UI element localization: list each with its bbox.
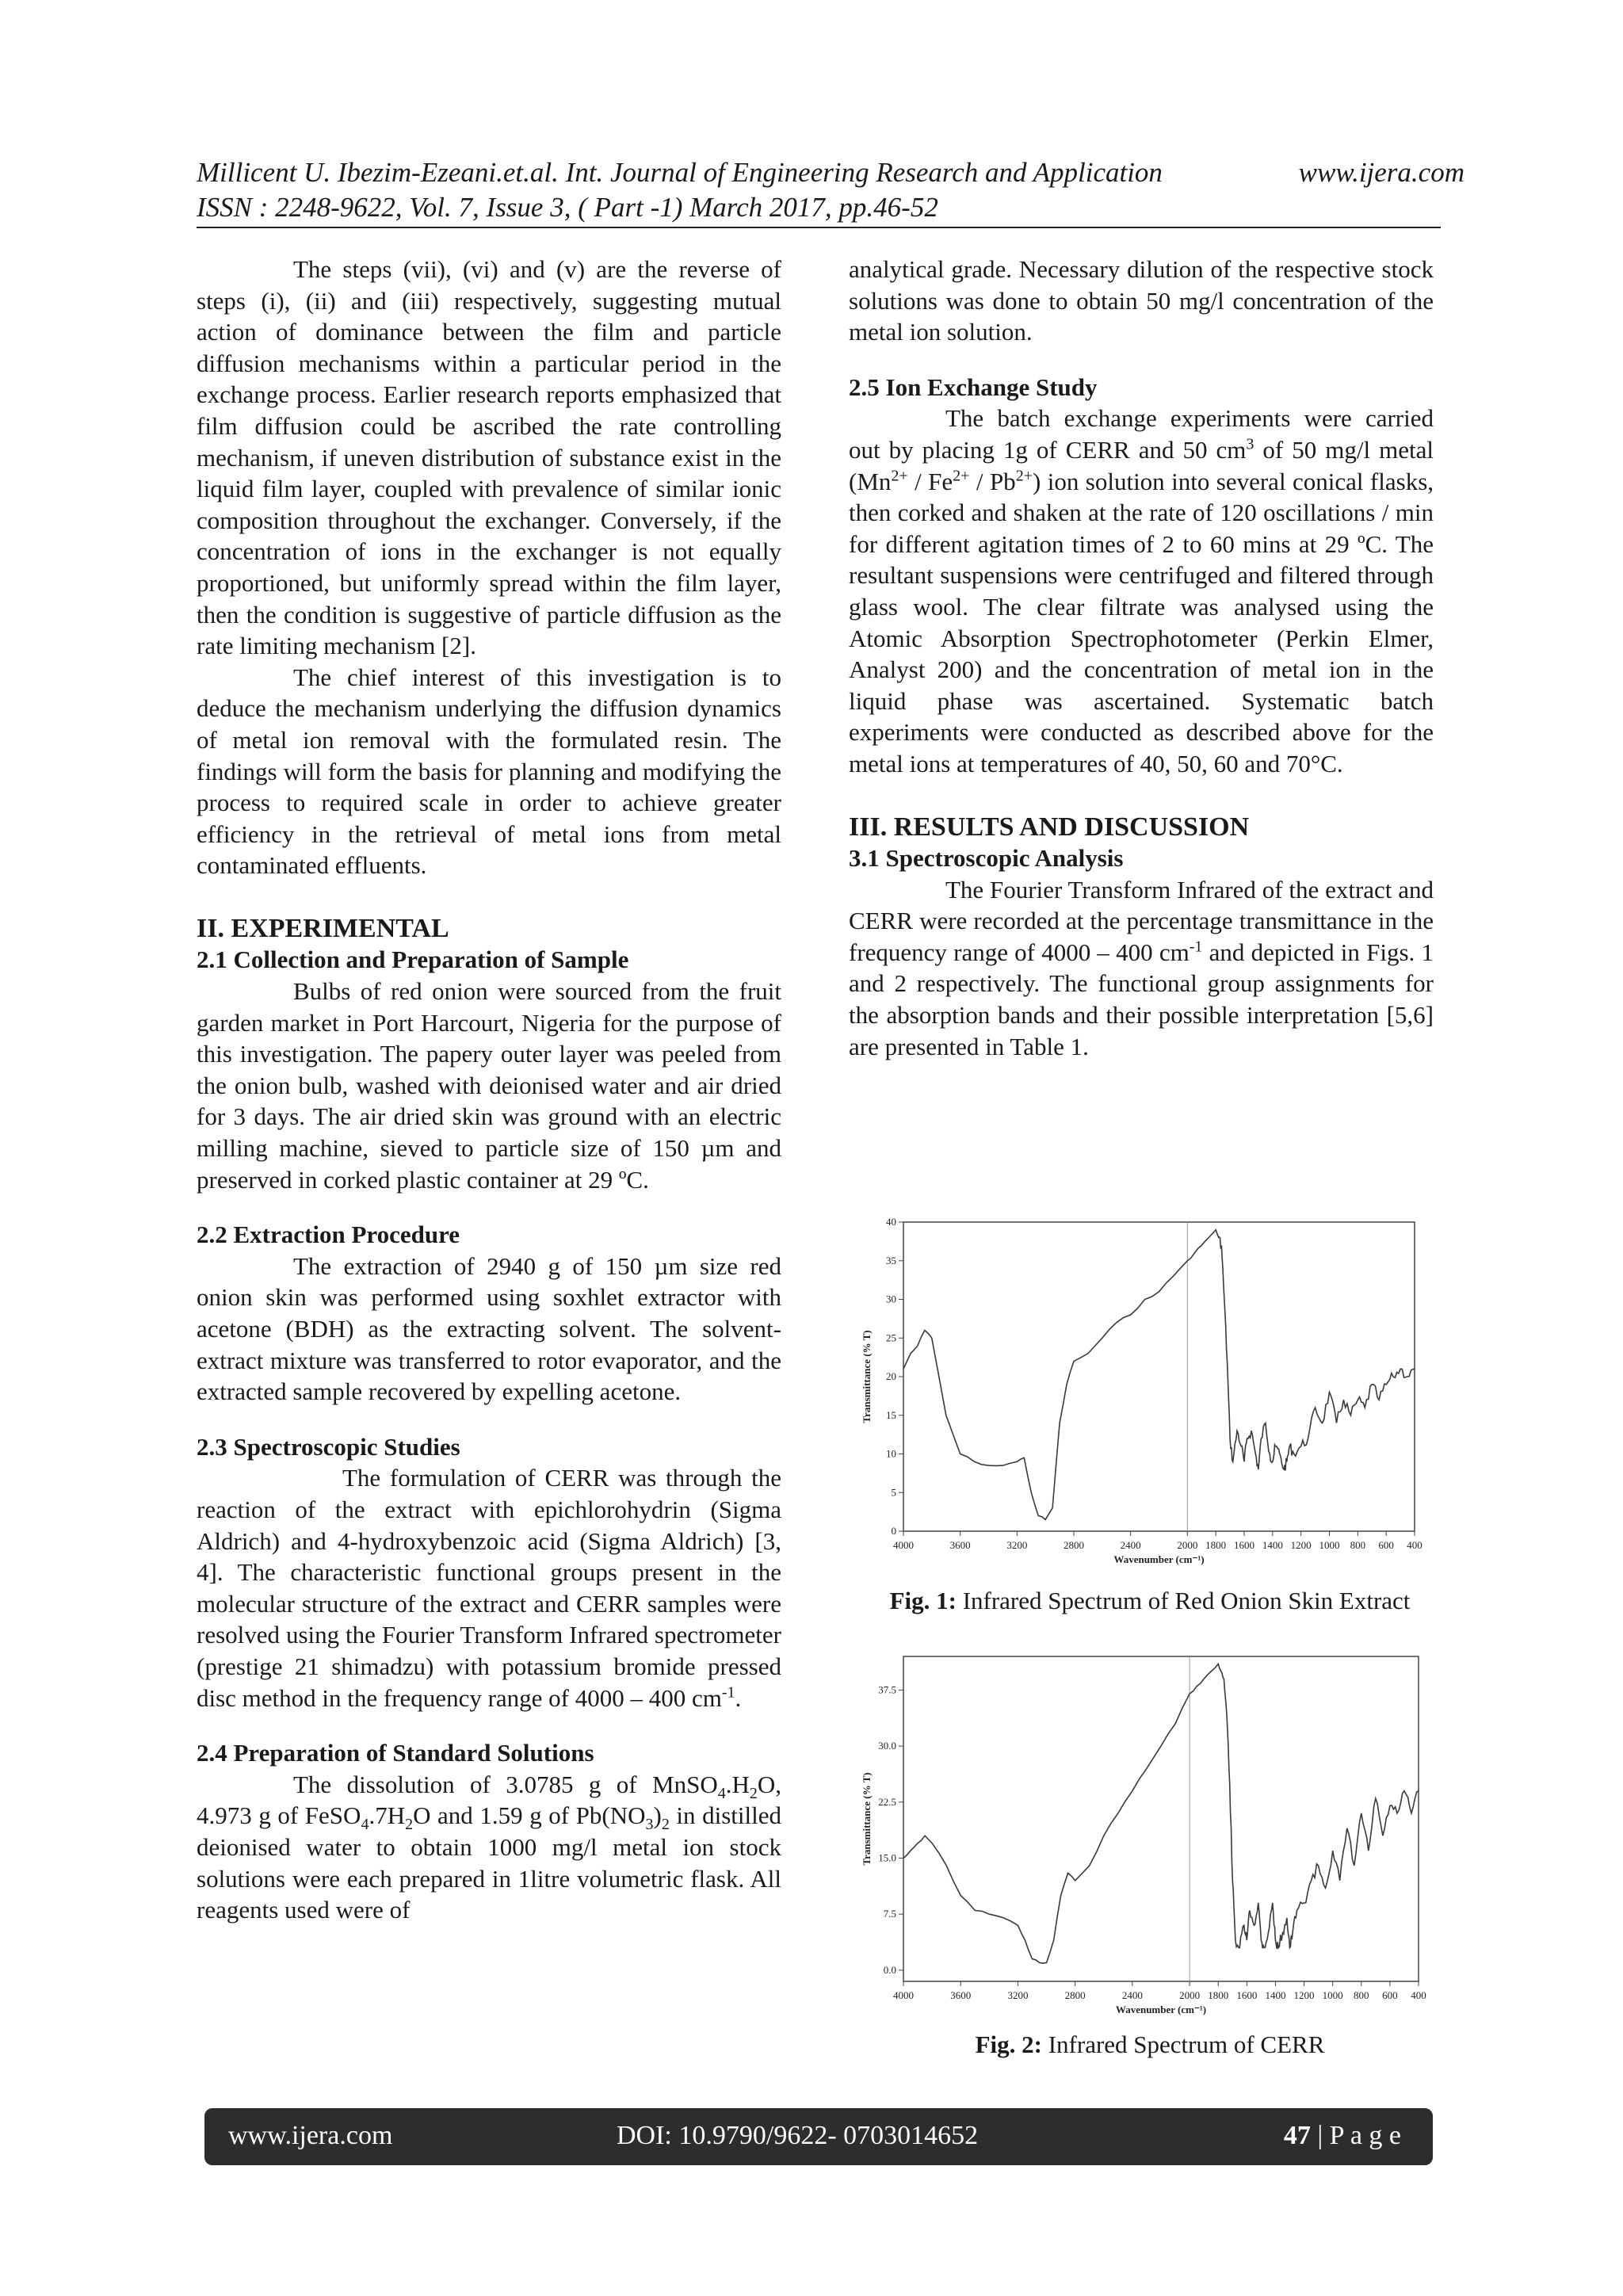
- x-tick-label: 1800: [1205, 1539, 1227, 1551]
- page-number: 47: [1283, 2121, 1311, 2150]
- figure-1-caption-text: Infrared Spectrum of Red Onion Skin Extract: [956, 1587, 1411, 1614]
- section-heading-results: III. RESULTS AND DISCUSSION: [849, 812, 1250, 842]
- right-column: [849, 254, 1434, 1062]
- subscript: 4: [361, 1816, 369, 1834]
- footer-bar: [204, 2108, 1433, 2165]
- superscript: 2+: [1015, 467, 1033, 485]
- paragraph-2-3-end: .: [735, 1683, 742, 1712]
- y-tick-label: 5: [891, 1486, 896, 1499]
- x-tick-label: 400: [1407, 1539, 1423, 1551]
- superscript: 2+: [891, 467, 908, 485]
- x-tick-label: 2800: [1064, 1989, 1086, 2001]
- x-tick-label: 2800: [1064, 1539, 1084, 1551]
- spectrum-line: [903, 1230, 1415, 1520]
- superscript: -1: [1189, 938, 1203, 956]
- page-word: | P a g e: [1310, 2121, 1401, 2150]
- x-tick-label: 2400: [1120, 1539, 1141, 1551]
- footer-page: [1284, 2121, 1401, 2151]
- ir-spectrum-chart-2: [856, 1648, 1430, 2021]
- subheading-2-2: 2.2 Extraction Procedure: [197, 1221, 460, 1249]
- subheading-2-1: 2.1 Collection and Preparation of Sample: [197, 946, 629, 974]
- spectrum-line: [903, 1664, 1419, 1963]
- paragraph-chief-interest: The chief interest of this investigation is to deduce the mechanism underlying the diffusion dynamics of metal ion removal with the formulated resin. The findings will form the basis for planning and modifying the process to required scale in order to achieve greater efficiency in the retrieval of metal ions from metal contaminated effluents.: [197, 663, 781, 880]
- text-run: ) ion solution into several conical flasks, then corked and shaken at the rate of 120 oscillations / min for different agitation times of 2 to 60 mins at 29 ºC. The resultant suspensions were centrifuged and filtered through glass wool. The clear filtrate was analysed using the Atomic Absorption Spectrophotometer (Perkin Elmer, Analyst 200) and the concentration of metal ion in the liquid phase was ascertained. Systematic batch experiments were conducted as described above for the metal ions at temperatures of 40, 50, 60 and 70°C.: [849, 467, 1434, 777]
- plot-frame: [903, 1656, 1419, 1981]
- x-tick-label: 1400: [1265, 1989, 1286, 2001]
- paragraph-steps: The steps (vii), (vi) and (v) are the reverse of steps (i), (ii) and (iii) respectively, suggesting mutual action of dominance between the film and particle diffusion mechanisms within a particular period in the exchange process. Earlier research reports emphasized that film diffusion could be ascribed the rate controlling mechanism, if uneven distribution of substance exist in the liquid film layer, coupled with prevalence of similar ionic composition throughout the exchanger. Conversely, if the concentration of ions in the exchanger is not equally proportioned, but uniformly spread within the film layer, then the condition is suggestive of particle diffusion as the rate limiting mechanism [2].: [197, 255, 781, 660]
- y-tick-label: 15: [886, 1408, 896, 1421]
- superscript: 2+: [953, 467, 970, 485]
- paragraph-analytical-grade: analytical grade. Necessary dilution of the respective stock solutions was done to obtain 50 mg/l concentration of the metal ion solution.: [849, 255, 1434, 346]
- y-tick-label: 0: [891, 1525, 896, 1537]
- text-run: and depicted in Figs. 1 and 2 respectively. The functional group assignments for the absorption bands and their possible interpretation [5,6] are presented in Table 1.: [849, 938, 1434, 1060]
- paragraph-2-5: [849, 403, 1434, 779]
- text-run: .H: [725, 1770, 750, 1798]
- x-tick-label: 3600: [950, 1989, 972, 2001]
- x-tick-label: 400: [1411, 1989, 1426, 2001]
- y-tick-label: 0.0: [883, 1963, 896, 1976]
- y-tick-label: 22.5: [878, 1795, 896, 1808]
- figure-2-label: Fig. 2:: [975, 2030, 1042, 2058]
- y-tick-label: 25: [886, 1331, 896, 1344]
- text-run: O and 1.59 g of Pb(NO: [413, 1801, 646, 1830]
- figure-2-caption: [849, 2030, 1451, 2059]
- running-header: [197, 155, 1465, 225]
- figure-1-caption: [849, 1587, 1451, 1615]
- paragraph-2-4: [197, 1769, 781, 1926]
- subscript: 2: [749, 1784, 758, 1802]
- paragraph-2-3-text: The formulation of CERR was through the reaction of the extract with epichlorohydrin (Sigma Aldrich) and 4-hydroxybenzoic acid (Sigma Aldrich) [3, 4]. The characteristic functional groups present in the molecular structure of the extract and CERR samples were resolved using the Fourier Transform Infrared spectrometer (prestige 21 shimadzu) with potassium bromide pressed disc method in the frequency range of 4000 – 400 cm: [197, 1464, 781, 1712]
- x-tick-label: 1600: [1236, 1989, 1258, 2001]
- text-run: / Pb: [969, 467, 1016, 495]
- x-axis-label: Wavenumber (cm⁻¹): [1113, 1553, 1205, 1565]
- y-tick-label: 7.5: [883, 1908, 896, 1920]
- ir-spectrum-chart-1: [856, 1214, 1426, 1571]
- text-run: in distilled deionised water to obtain 1000 mg/l metal ion stock solutions were each prepared in 1litre volumetric flask. All reagents used were of: [197, 1801, 782, 1924]
- text-run: / Fe: [907, 467, 953, 495]
- x-tick-label: 800: [1350, 1539, 1366, 1551]
- text-run: The dissolution of 3.0785 g of MnSO: [293, 1770, 718, 1798]
- text-run: The Fourier Transform Infrared of the extract and CERR were recorded at the percentage transmittance in the frequency range of 4000 – 400 cm: [849, 875, 1434, 966]
- x-tick-label: 1200: [1293, 1989, 1315, 2001]
- header-citation: Millicent U. Ibezim-Ezeani.et.al. Int. Journal of Engineering Research and Application: [197, 157, 1163, 188]
- figure-1-label: Fig. 1:: [889, 1587, 957, 1614]
- y-tick-label: 30.0: [878, 1740, 896, 1752]
- subheading-2-5: 2.5 Ion Exchange Study: [849, 372, 1098, 401]
- figure-2-caption-text: Infrared Spectrum of CERR: [1041, 2030, 1325, 2058]
- figure-1: [856, 1214, 1426, 1571]
- paragraph-3-1: [849, 874, 1434, 1063]
- footer-doi: DOI: 10.9790/9622- 0703014652: [617, 2121, 979, 2150]
- subheading-2-3: 2.3 Spectroscopic Studies: [197, 1432, 460, 1461]
- y-tick-label: 10: [886, 1447, 896, 1460]
- section-heading-experimental: II. EXPERIMENTAL: [197, 913, 449, 943]
- y-tick-label: 15.0: [878, 1851, 896, 1864]
- x-tick-label: 1800: [1208, 1989, 1229, 2001]
- header-issn: ISSN : 2248-9622, Vol. 7, Issue 3, ( Part -1) March 2017, pp.46-52: [197, 192, 938, 223]
- x-tick-label: 2400: [1121, 1989, 1143, 2001]
- paragraph-2-3: [197, 1462, 781, 1713]
- subscript: 2: [661, 1816, 670, 1834]
- x-tick-label: 3600: [949, 1539, 971, 1551]
- x-tick-label: 1200: [1290, 1539, 1312, 1551]
- subscript: 2: [405, 1816, 414, 1834]
- y-axis-label: Transmittance (% T): [861, 1772, 873, 1866]
- header-rule: [197, 227, 1441, 228]
- y-axis-label: Transmittance (% T): [861, 1330, 873, 1423]
- subheading-2-4: 2.4 Preparation of Standard Solutions: [197, 1739, 594, 1767]
- x-tick-label: 1000: [1322, 1989, 1343, 2001]
- text-run: ): [653, 1801, 662, 1830]
- x-tick-label: 1400: [1262, 1539, 1283, 1551]
- x-tick-label: 4000: [893, 1989, 914, 2001]
- x-tick-label: 2000: [1179, 1989, 1201, 2001]
- x-tick-label: 3200: [1006, 1539, 1028, 1551]
- figure-2: [856, 1648, 1430, 2021]
- text-run: of 50 mg/l metal (Mn: [849, 435, 1434, 495]
- paragraph-2-2: The extraction of 2940 g of 150 µm size red onion skin was performed using soxhlet extractor with acetone (BDH) as the extracting solvent. The solvent-extract mixture was transferred to rotor evaporator, and the extracted sample recovered by expelling acetone.: [197, 1251, 781, 1406]
- subheading-3-1: 3.1 Spectroscopic Analysis: [849, 844, 1124, 873]
- y-tick-label: 35: [886, 1254, 896, 1266]
- x-tick-label: 3200: [1007, 1989, 1029, 2001]
- superscript: 3: [1246, 435, 1254, 453]
- y-tick-label: 40: [886, 1216, 896, 1228]
- x-tick-label: 1600: [1234, 1539, 1254, 1551]
- paragraph-2-1: Bulbs of red onion were sourced from the fruit garden market in Port Harcourt, Nigeria for the purpose of this investigation. The papery outer layer was peeled from the onion bulb, washed with deionised water and air dried for 3 days. The air dried skin was ground with an electric milling machine, sieved to particle size of 150 µm and preserved in corked plastic container at 29 ºC.: [197, 977, 781, 1194]
- header-url[interactable]: www.ijera.com: [1298, 157, 1465, 188]
- left-column: [197, 254, 781, 1926]
- x-tick-label: 800: [1354, 1989, 1369, 2001]
- subscript: 3: [645, 1816, 654, 1834]
- x-tick-label: 600: [1378, 1539, 1394, 1551]
- footer-site[interactable]: www.ijera.com: [228, 2121, 393, 2150]
- x-tick-label: 2000: [1177, 1539, 1198, 1551]
- x-tick-label: 1000: [1319, 1539, 1340, 1551]
- y-tick-label: 30: [886, 1293, 896, 1305]
- text-run: O, 4.973 g of FeSO: [197, 1770, 781, 1830]
- subscript: 4: [717, 1784, 726, 1802]
- y-tick-label: 37.5: [878, 1683, 896, 1696]
- x-tick-label: 600: [1382, 1989, 1398, 2001]
- x-axis-label: Wavenumber (cm⁻¹): [1115, 2004, 1207, 2015]
- plot-frame: [903, 1222, 1415, 1531]
- x-tick-label: 4000: [893, 1539, 914, 1551]
- text-run: .7H: [369, 1801, 406, 1830]
- superscript: -1: [721, 1683, 735, 1702]
- text-run: The batch exchange experiments were carried out by placing 1g of CERR and 50 cm: [849, 404, 1434, 464]
- y-tick-label: 20: [886, 1370, 896, 1382]
